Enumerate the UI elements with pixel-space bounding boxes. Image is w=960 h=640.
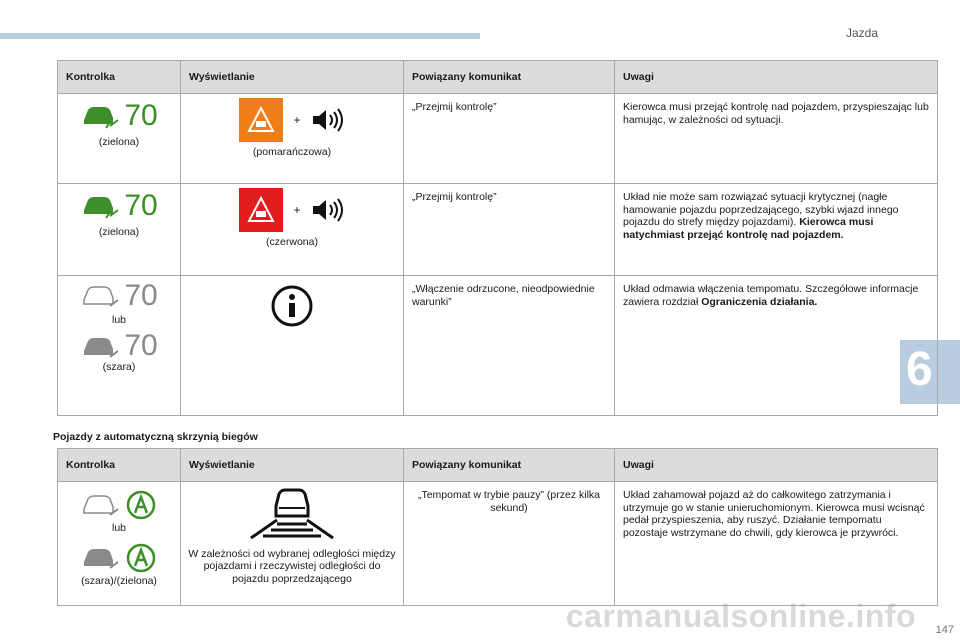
sound-icon [311, 108, 345, 132]
indicator-table [57, 60, 938, 416]
message-cell [404, 184, 615, 276]
car-sensor-icon [80, 333, 120, 361]
or-label: lub [111, 522, 126, 534]
auto-hold-icon [124, 541, 158, 575]
car-distance-icon [249, 488, 335, 540]
table-row [58, 184, 938, 276]
indicator-color-label: (szara)/(zielona) [81, 574, 157, 587]
notes-text [615, 276, 937, 308]
indicator-table-auto [57, 448, 938, 606]
col-header-indicator: Kontrolka [58, 61, 181, 94]
notes-cell [615, 276, 938, 416]
display-cell [181, 482, 404, 606]
notes-cell [615, 184, 938, 276]
notes-body: Układ odmawia włączenia tempomatu. Szczegółowe informacje zawiera rozdział [623, 283, 919, 308]
indicator-cell [58, 482, 181, 606]
or-label: lub [111, 314, 126, 326]
indicator-cell [58, 94, 181, 184]
car-sensor-icon [80, 192, 120, 220]
car-sensor-outline-icon [80, 491, 120, 519]
display-cell [181, 276, 404, 416]
table-row [58, 276, 938, 416]
info-icon [270, 284, 314, 328]
page-number: 147 [935, 624, 954, 636]
message-cell [404, 482, 615, 606]
section-title: Pojazdy z automatyczną skrzynią biegów [53, 431, 258, 443]
notes-text [615, 184, 937, 241]
page-header: Jazda [846, 26, 879, 40]
message-text: „Tempomat w trybie pauzy” (przez kilka sekund) [417, 489, 601, 514]
indicator-cell [58, 276, 181, 416]
speed-value: 70 [124, 329, 158, 363]
notes-bold: Kierowca musi natychmiast przejąć kontrolę nad pojazdem. [623, 216, 874, 241]
speed-value: 70 [124, 188, 158, 222]
chapter-number: 6 [906, 343, 933, 396]
message-text: „Włączenie odrzucone, nieodpowiednie warunki” [412, 283, 595, 308]
plus-sign: + [293, 202, 301, 217]
notes-bold: Ograniczenia działania. [701, 295, 818, 308]
col-header-message: Powiązany komunikat [404, 61, 615, 94]
message-cell [404, 94, 615, 184]
speed-value: 70 [124, 278, 158, 312]
table-header-row [58, 61, 938, 94]
plus-sign: + [293, 112, 301, 127]
notes-cell [615, 482, 938, 606]
display-cell [181, 184, 404, 276]
col-header-message: Powiązany komunikat [404, 449, 615, 482]
col-header-notes: Uwagi [615, 449, 938, 482]
table-header-row [58, 449, 938, 482]
col-header-display: Wyświetlanie [181, 61, 404, 94]
message-text: „Przejmij kontrolę” [412, 191, 497, 203]
table-row [58, 94, 938, 184]
col-header-display: Wyświetlanie [181, 449, 404, 482]
notes-text: Kierowca musi przejąć kontrolę nad pojazdem, przyspieszając lub hamując, w zależności od sytuacji. [623, 101, 929, 126]
display-cell [181, 94, 404, 184]
indicator-color-label: (szara) [102, 360, 136, 373]
auto-hold-icon [124, 488, 158, 522]
display-color-label: (czerwona) [266, 236, 318, 248]
indicator-color-label: (zielona) [98, 226, 140, 238]
car-sensor-icon [80, 544, 120, 572]
top-accent-bar [0, 33, 480, 39]
collision-warning-icon [239, 98, 283, 142]
watermark: carmanualsonline.info [565, 598, 916, 634]
display-color-label: (pomarańczowa) [252, 146, 332, 158]
car-sensor-icon [80, 102, 120, 130]
collision-alert-icon [239, 188, 283, 232]
col-header-indicator: Kontrolka [58, 449, 181, 482]
notes-cell [615, 94, 938, 184]
speed-value: 70 [124, 98, 158, 132]
car-sensor-outline-icon [80, 282, 120, 310]
message-cell [404, 276, 615, 416]
sound-icon [311, 198, 345, 222]
indicator-color-label: (zielona) [98, 136, 140, 148]
message-text: „Przejmij kontrolę” [412, 101, 497, 113]
display-text: W zależności od wybranej odległości między pojazdami i rzeczywistej odległości do pojazdu poprzedzającego [188, 547, 396, 585]
notes-text: Układ zahamował pojazd aż do całkowitego zatrzymania i utrzymuje go w stanie unieruchomionym. Kierowca musi wcisnąć pedał przyspieszenia, aby ruszyć. Działanie tempomatu pozostaje wstrzymane do chwili, gdy kierowca je przywróci. [623, 489, 925, 539]
table-row [58, 482, 938, 606]
notes-body: Układ nie może sam rozwiązać sytuacji krytycznej (nagłe hamowanie pojazdu poprzedzającego, szybki wjazd innego pojazdu do strefy między pojazdami). [623, 191, 899, 228]
col-header-notes: Uwagi [615, 61, 938, 94]
indicator-cell [58, 184, 181, 276]
